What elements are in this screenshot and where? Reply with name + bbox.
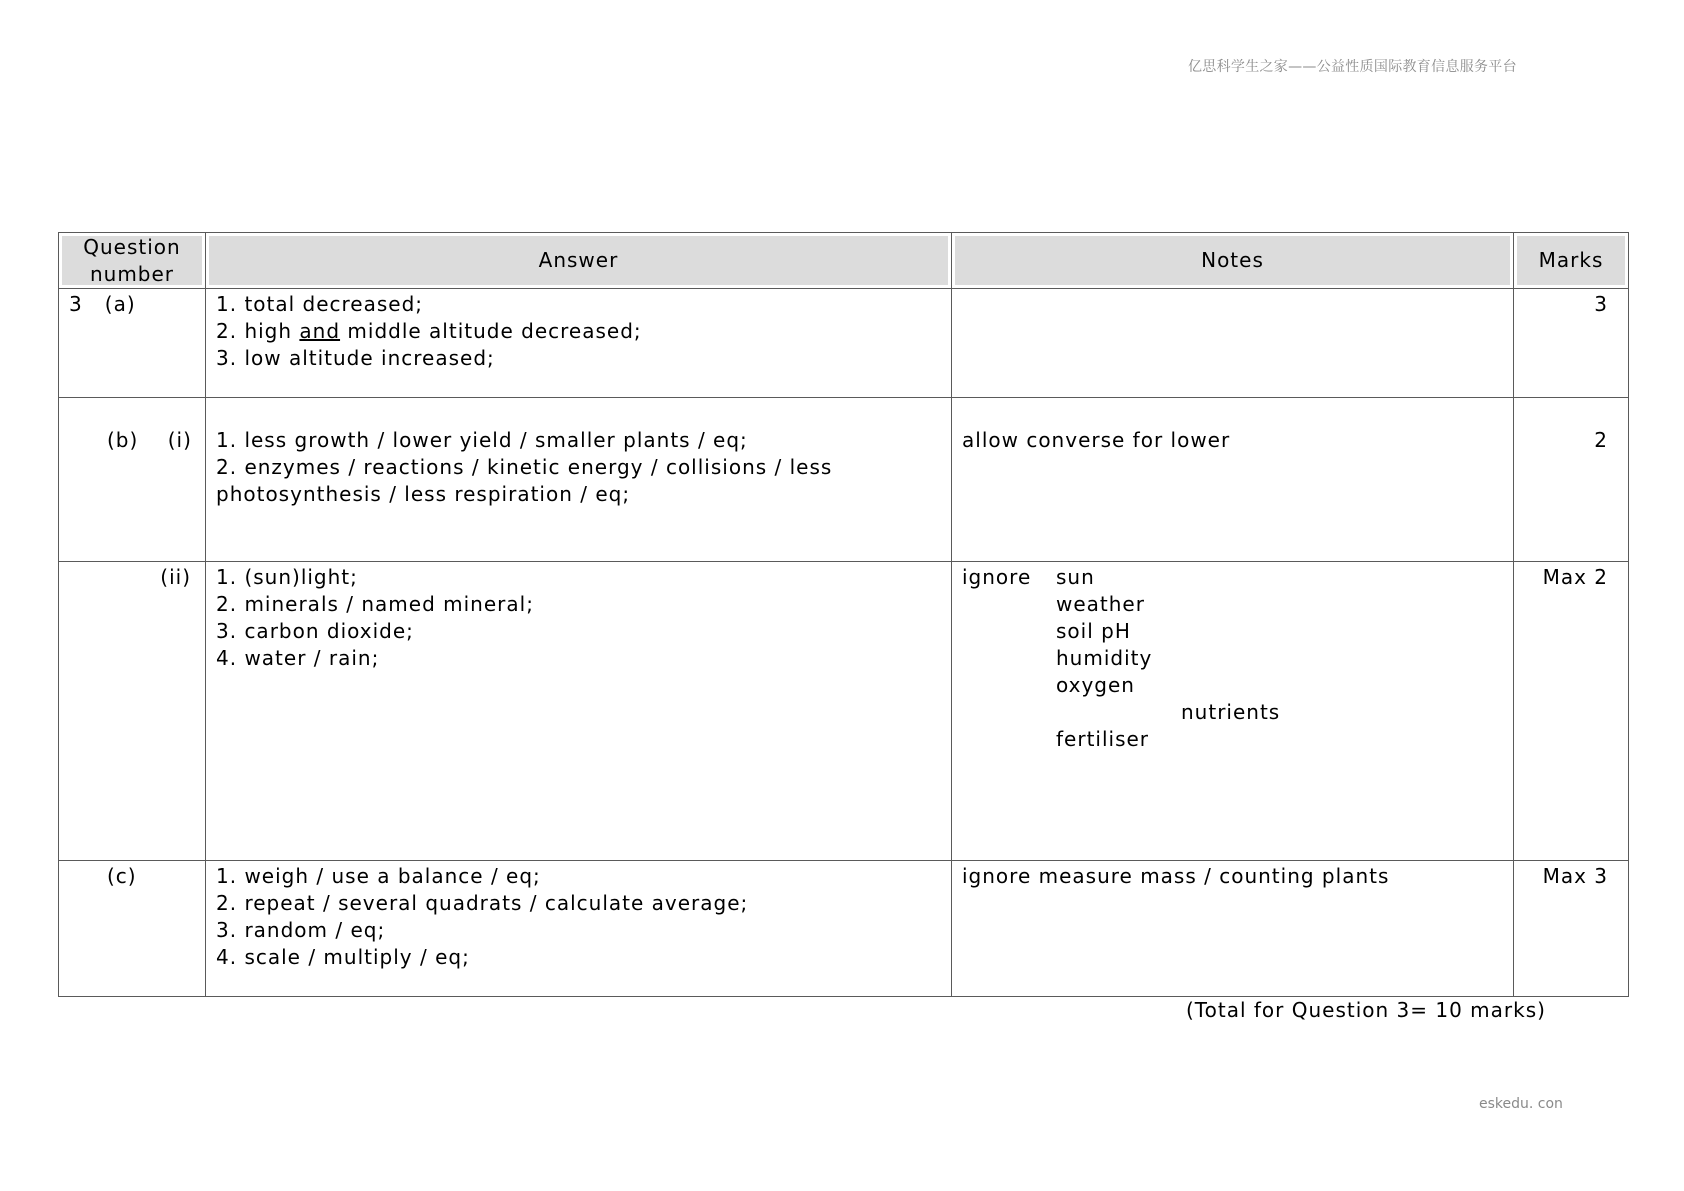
answer-line: 3. random / eq; (216, 918, 386, 942)
answer-cell (206, 398, 952, 562)
answer-cell (206, 562, 952, 861)
answer-fragment: middle altitude decreased; (340, 319, 642, 343)
notes-ignore-list (1056, 564, 1280, 753)
list-item: sun (1056, 565, 1095, 589)
notes-text (952, 289, 1513, 291)
question-number: (b) (i) (107, 428, 192, 452)
answer-line: 4. scale / multiply / eq; (216, 945, 470, 969)
notes-cell (952, 398, 1514, 562)
list-item: fertiliser (1056, 727, 1150, 751)
question-number: (ii) (160, 565, 191, 589)
marks-cell (1514, 289, 1629, 398)
table-row-3b-i (59, 398, 1629, 562)
table-row-3a (59, 289, 1629, 398)
question-number: 3 (a) (69, 292, 136, 316)
underlined-word: and (299, 319, 341, 343)
marks-cell (1514, 562, 1629, 861)
header-row (59, 233, 1629, 289)
list-item: nutrients (1181, 700, 1281, 724)
marks-cell (1514, 398, 1629, 562)
answer-line (216, 318, 941, 345)
notes-text: ignore measure mass / counting plants (962, 864, 1390, 888)
notes-cell (952, 289, 1514, 398)
answer-line: 2. repeat / several quadrats / calculate average; (216, 891, 749, 915)
question-number: (c) (107, 864, 137, 888)
answer-cell (206, 861, 952, 997)
answer-line: 1. weigh / use a balance / eq; (216, 864, 541, 888)
answer-line: 4. water / rain; (216, 646, 380, 670)
answer-line: 1. (sun)light; (216, 565, 358, 589)
watermark-text: 亿思科学生之家——公益性质国际教育信息服务平台 (1188, 59, 1517, 75)
question-cell (59, 289, 206, 398)
answer-cell (206, 289, 952, 398)
list-item: weather (1056, 592, 1145, 616)
table-row-3c (59, 861, 1629, 997)
marks-value: 3 (1594, 292, 1608, 316)
question-cell (59, 861, 206, 997)
notes-cell (952, 562, 1514, 861)
mark-scheme-table (58, 232, 1629, 997)
header-answer: Answer (206, 233, 952, 289)
notes-cell (952, 861, 1514, 997)
header-question-line1: Question (83, 234, 181, 259)
answer-line: 1. total decreased; (216, 292, 424, 316)
question-cell (59, 562, 206, 861)
header-question-number (59, 233, 206, 289)
header-marks: Marks (1514, 233, 1629, 289)
answer-line: 3. carbon dioxide; (216, 619, 414, 643)
marks-value: Max 3 (1542, 864, 1608, 888)
marks-value: 2 (1594, 428, 1608, 452)
notes-text: allow converse for lower (962, 428, 1231, 452)
answer-line: 1. less growth / lower yield / smaller plants / eq; (216, 428, 748, 452)
question-total: (Total for Question 3= 10 marks) (1186, 998, 1546, 1022)
footer-site-text: eskedu. con (1479, 1096, 1563, 1112)
list-item: humidity (1056, 646, 1153, 670)
answer-line: 2. minerals / named mineral; (216, 592, 534, 616)
answer-line: 3. low altitude increased; (216, 346, 495, 370)
table-row-3b-ii (59, 562, 1629, 861)
answer-fragment: 2. high (216, 319, 300, 343)
notes-ignore-label: ignore (962, 565, 1032, 589)
header-question-line2: number (89, 261, 175, 286)
header-notes: Notes (952, 233, 1514, 289)
marks-cell (1514, 861, 1629, 997)
marks-value: Max 2 (1542, 565, 1608, 589)
list-item: soil pH (1056, 619, 1131, 643)
question-cell (59, 398, 206, 562)
list-item: oxygen (1056, 673, 1135, 697)
answer-line: 2. enzymes / reactions / kinetic energy / collisions / less photosynthesis / less respiration / eq; (216, 455, 833, 506)
